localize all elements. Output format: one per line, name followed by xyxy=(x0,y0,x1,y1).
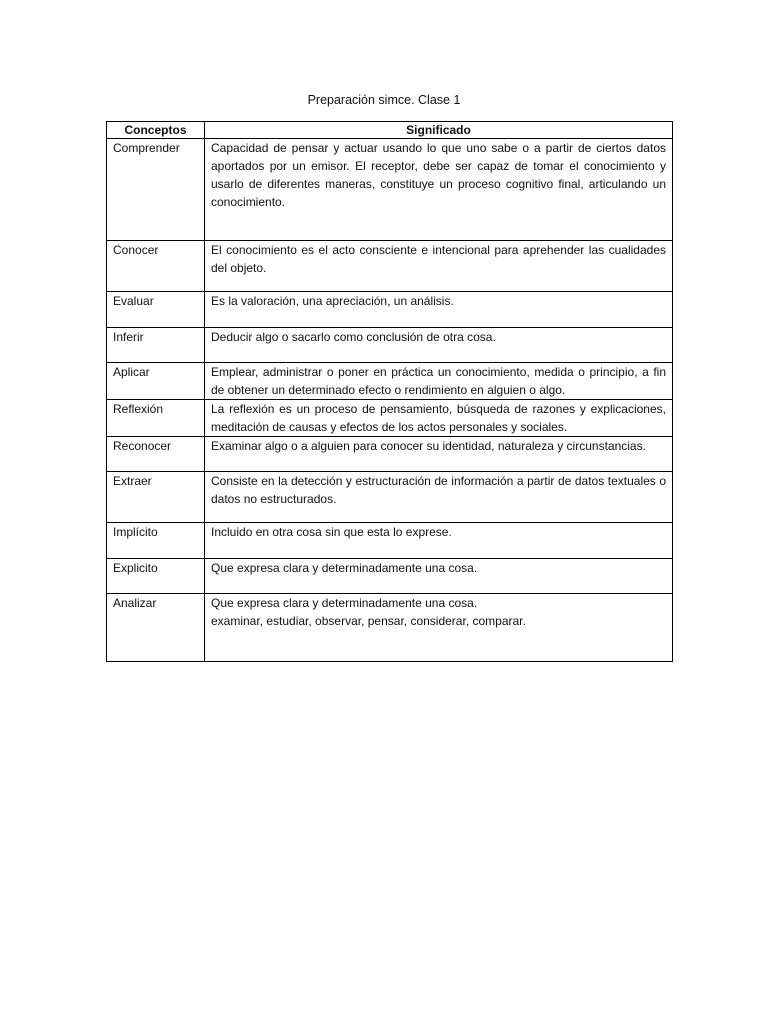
concept-meaning xyxy=(205,437,673,472)
concept-term: Implícito xyxy=(107,523,205,559)
concept-meaning xyxy=(205,523,673,559)
table-row xyxy=(107,523,673,559)
table-row xyxy=(107,139,673,241)
concept-meaning xyxy=(205,472,673,523)
concept-term: Conocer xyxy=(107,241,205,292)
meaning-line: Que expresa clara y determinadamente una cosa. xyxy=(211,596,478,610)
header-conceptos: Conceptos xyxy=(107,122,205,139)
concept-meaning xyxy=(205,328,673,363)
meaning-line: Que expresa clara y determinadamente una cosa. xyxy=(211,561,478,575)
table-row xyxy=(107,400,673,437)
table-row xyxy=(107,437,673,472)
concept-term: Comprender xyxy=(107,139,205,241)
meaning-line: Emplear, administrar o poner en práctica un conocimiento, medida o principio, a fin de obtener un determinado efecto o rendimiento en alguien o algo. xyxy=(211,365,666,397)
meaning-line: Consiste en la detección y estructuración de información a partir de datos textuales o datos no estructurados. xyxy=(211,474,666,506)
table-row xyxy=(107,472,673,523)
table-row xyxy=(107,328,673,363)
table-header-row xyxy=(107,122,673,139)
table-row xyxy=(107,594,673,662)
concept-term: Aplicar xyxy=(107,363,205,400)
concept-meaning xyxy=(205,559,673,594)
meaning-line: Examinar algo o a alguien para conocer su identidad, naturaleza y circunstancias. xyxy=(211,439,646,453)
concept-term: Reconocer xyxy=(107,437,205,472)
meaning-line: El conocimiento es el acto consciente e intencional para aprehender las cualidades del objeto. xyxy=(211,243,666,275)
table-row xyxy=(107,363,673,400)
table-row xyxy=(107,241,673,292)
meaning-line: examinar, estudiar, observar, pensar, considerar, comparar. xyxy=(211,614,526,628)
meaning-line: Incluido en otra cosa sin que esta lo exprese. xyxy=(211,525,452,539)
concept-meaning xyxy=(205,139,673,241)
concept-meaning xyxy=(205,292,673,328)
concept-term: Explicito xyxy=(107,559,205,594)
meaning-line: Deducir algo o sacarlo como conclusión de otra cosa. xyxy=(211,330,496,344)
table-row xyxy=(107,292,673,328)
concept-term: Evaluar xyxy=(107,292,205,328)
meaning-line: Capacidad de pensar y actuar usando lo que uno sabe o a partir de ciertos datos aportados por un emisor. El receptor, debe ser capaz de tomar el conocimiento y usarlo de diferentes maneras, constituye un proceso cognitivo final, articulando un conocimiento. xyxy=(211,141,666,209)
concepts-table xyxy=(106,121,673,662)
concept-term: Inferir xyxy=(107,328,205,363)
concept-meaning xyxy=(205,594,673,662)
concept-meaning xyxy=(205,400,673,437)
meaning-line: Es la valoración, una apreciación, un análisis. xyxy=(211,294,454,308)
concept-term: Reflexión xyxy=(107,400,205,437)
concept-term: Extraer xyxy=(107,472,205,523)
table-row xyxy=(107,559,673,594)
concept-term: Analizar xyxy=(107,594,205,662)
page-title: Preparación simce. Clase 1 xyxy=(307,93,461,107)
header-significado: Significado xyxy=(205,122,673,139)
concept-meaning xyxy=(205,363,673,400)
concept-meaning xyxy=(205,241,673,292)
meaning-line: La reflexión es un proceso de pensamiento, búsqueda de razones y explicaciones, meditación de causas y efectos de los actos personales y sociales. xyxy=(211,402,666,434)
